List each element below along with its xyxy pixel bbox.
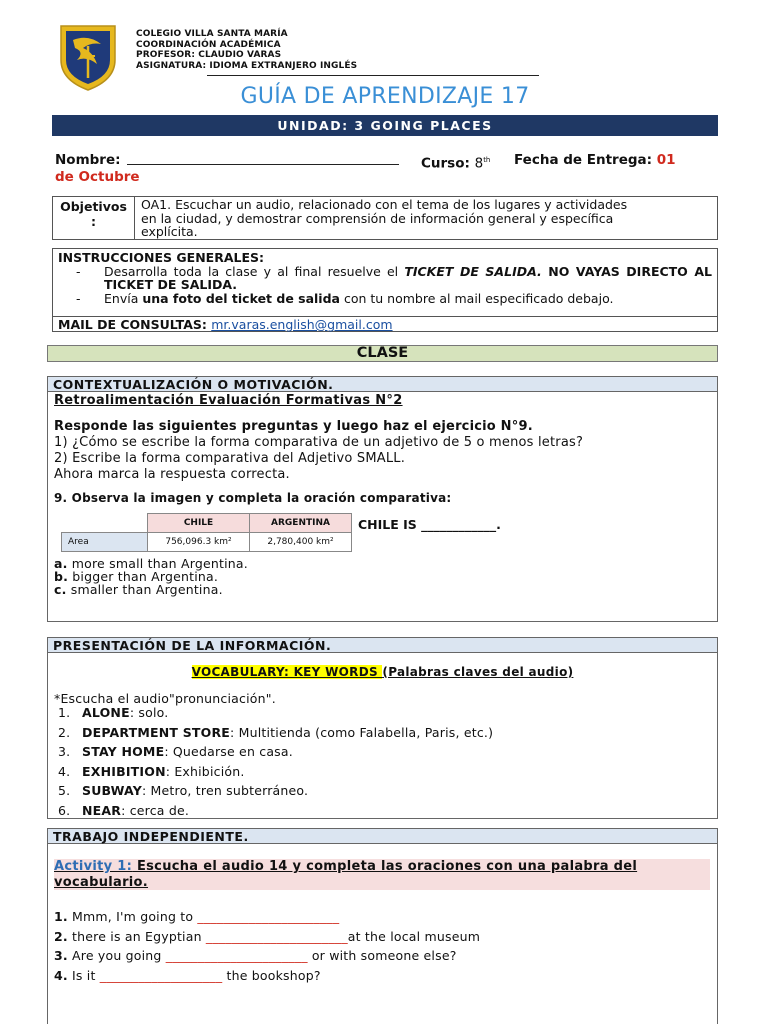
fecha-month: de Octubre — [55, 169, 140, 185]
school-header — [136, 29, 357, 71]
instruccion-2 — [76, 292, 712, 306]
teacher: PROFESOR: CLAUDIO VARAS — [136, 50, 282, 60]
objetivos-label-colon: : — [91, 214, 96, 229]
instruccion-1 — [76, 265, 712, 292]
sentence-blank[interactable]: ______________________ — [165, 948, 308, 963]
item-number: 2. — [58, 724, 71, 740]
contextualizacion-title: CONTEXTUALIZACIÓN O MOTIVACIÓN. — [48, 377, 717, 392]
sentence-2 — [54, 930, 480, 950]
mail-link[interactable]: mr.varas.english@gmail.com — [211, 317, 393, 332]
list-item — [58, 706, 493, 726]
instruccion-2-text: Envía — [104, 290, 143, 306]
sentence-start: there is an Egyptian — [67, 928, 206, 944]
sentence-1 — [54, 910, 480, 930]
chile-is-sentence: CHILE IS ____________. — [358, 517, 501, 532]
option-c-letter: c. — [54, 582, 67, 597]
retro-subtitle: Retroalimentación Evaluación Formativas N°2 — [54, 393, 403, 408]
sentence-blank[interactable]: ______________________ — [197, 909, 340, 924]
table-row-label: Area — [62, 533, 148, 552]
item-word: STAY HOME — [82, 744, 165, 759]
fecha-label: Fecha de Entrega: — [514, 152, 653, 168]
sentence-end: or with someone else? — [307, 948, 457, 963]
objetivos-text — [135, 197, 717, 239]
item-def: : Multitienda (como Falabella, Paris, etc.) — [230, 724, 494, 740]
table-row — [62, 533, 352, 552]
clase-banner: CLASE — [47, 345, 718, 362]
trabajo-section — [47, 828, 718, 1024]
objetivos-line-1: OA1. Escuchar un audio, relacionado con el tema de los lugares y actividades — [141, 197, 628, 212]
option-c[interactable] — [54, 583, 248, 596]
vocabulary-title — [48, 665, 717, 679]
list-item — [58, 726, 493, 746]
school-crest-icon — [57, 22, 119, 92]
page-title: GUÍA DE APRENDIZAJE 17 — [240, 84, 530, 109]
table-corner — [62, 514, 148, 533]
curso-sup: th — [483, 156, 491, 164]
table-header-argentina: ARGENTINA — [250, 514, 352, 533]
option-b-letter: b. — [54, 569, 69, 584]
instruccion-1-text: Desarrolla toda la clase y al final resuelve el — [104, 263, 405, 279]
nombre-field[interactable] — [127, 152, 399, 165]
fecha — [514, 152, 676, 169]
unit-banner: UNIDAD: 3 GOING PLACES — [52, 115, 718, 136]
sentence-end: the bookshop? — [222, 967, 321, 983]
sentence-start: Is it — [67, 967, 100, 983]
curso — [421, 152, 490, 173]
school-name: COLEGIO VILLA SANTA MARÍA — [136, 29, 288, 39]
sentence-end: at the local museum — [347, 928, 481, 944]
instrucciones-list — [76, 265, 712, 306]
coordination: COORDINACIÓN ACADÉMICA — [136, 39, 281, 50]
sentence-blank[interactable]: ______________________ — [205, 928, 348, 944]
mail-label: MAIL DE CONSULTAS: — [58, 317, 207, 332]
mail-row — [53, 316, 717, 332]
item-number: 4. — [58, 763, 71, 779]
sentence-3 — [54, 949, 480, 969]
instrucciones-box — [52, 248, 718, 332]
table-header-row — [62, 514, 352, 533]
curso-value: 8 — [474, 155, 484, 172]
item-def: : Metro, tren subterráneo. — [141, 783, 309, 798]
list-item — [58, 765, 493, 785]
table-cell-chile: 756,096.3 km² — [148, 533, 250, 552]
subject: ASIGNATURA: IDIOMA EXTRANJERO INGLÉS — [136, 60, 358, 71]
item-word: DEPARTMENT STORE — [82, 724, 231, 740]
option-b-text: bigger than Argentina. — [68, 569, 219, 584]
instruccion-1-ticket: TICKET DE SALIDA. — [404, 263, 542, 279]
item-number: 1. — [58, 705, 71, 720]
list-item — [58, 745, 493, 765]
item-word: ALONE — [82, 705, 130, 720]
questions — [54, 419, 583, 483]
instrucciones-title: INSTRUCCIONES GENERALES: — [58, 250, 264, 265]
option-c-text: smaller than Argentina. — [66, 582, 223, 597]
item-number: 6. — [58, 802, 71, 818]
objetivos-line-2: en la ciudad, y demostrar comprensión de información general y específica — [141, 210, 614, 226]
activity-label: Activity 1: — [54, 859, 133, 874]
option-a-letter: a. — [54, 556, 68, 571]
vocabulary-subtitle: (Palabras claves del audio) — [382, 665, 574, 679]
sentence-number: 2. — [54, 928, 68, 944]
presentacion-title: PRESENTACIÓN DE LA INFORMACIÓN. — [48, 638, 717, 653]
instruccion-1-warning: NO VAYAS DIRECTO AL TICKET DE SALIDA. — [104, 263, 712, 292]
sentence-start: Are you going — [67, 948, 166, 963]
question-title: Responde las siguientes preguntas y luego haz el ejercicio N°9. — [54, 419, 533, 434]
activity-sentences — [54, 910, 480, 988]
table-cell-argentina: 2,780,400 km² — [250, 533, 352, 552]
objetivos-label-text: Objetivos — [60, 199, 127, 214]
activity-1-title — [54, 859, 710, 890]
question-3: Ahora marca la respuesta correcta. — [54, 467, 290, 482]
student-info-row — [55, 152, 715, 186]
item-def: : solo. — [129, 705, 169, 720]
curso-label: Curso: — [421, 155, 470, 172]
sentence-number: 4. — [54, 967, 68, 983]
list-item — [58, 804, 493, 824]
item-word: SUBWAY — [82, 783, 142, 798]
sentence-blank[interactable]: ___________________ — [99, 967, 223, 983]
escucha-audio: *Escucha el audio"pronunciación". — [54, 691, 276, 706]
area-table — [61, 513, 352, 552]
activity-text-2: vocabulario. — [54, 874, 149, 890]
contextualizacion-section — [47, 376, 718, 622]
item-word: NEAR — [82, 802, 122, 818]
table-header-chile: CHILE — [148, 514, 250, 533]
sentence-number: 1. — [54, 909, 68, 924]
objetivos-label — [53, 197, 135, 239]
question-2: 2) Escribe la forma comparativa del Adjetivo SMALL. — [54, 451, 406, 466]
activity-text-1: Escucha el audio 14 y completa las oraciones con una palabra del — [132, 859, 638, 874]
item-number: 3. — [58, 744, 71, 759]
fecha-day: 01 — [656, 152, 676, 168]
instruccion-2-bold: una foto del ticket de salida — [142, 290, 340, 306]
nombre-label: Nombre: — [55, 152, 121, 168]
item-def: : cerca de. — [121, 802, 190, 818]
option-a-text: more small than Argentina. — [67, 556, 248, 571]
presentacion-section — [47, 637, 718, 819]
question-1: 1) ¿Cómo se escribe la forma comparativa de un adjetivo de 5 o menos letras? — [54, 435, 584, 450]
header-rule — [207, 75, 539, 76]
trabajo-title: TRABAJO INDEPENDIENTE. — [48, 829, 717, 844]
item-def: : Exhibición. — [165, 763, 245, 779]
item-number: 5. — [58, 783, 71, 798]
list-item — [58, 784, 493, 804]
vocabulary-list — [58, 706, 493, 823]
exercise-9-title: 9. Observa la imagen y completa la oración comparativa: — [54, 491, 452, 505]
vocabulary-highlight: VOCABULARY: KEY WORDS — [191, 665, 383, 679]
instruccion-2-rest: con tu nombre al mail especificado debajo. — [339, 290, 614, 306]
sentence-number: 3. — [54, 948, 68, 963]
sentence-start: Mmm, I'm going to — [67, 909, 198, 924]
objetivos-line-3: explícita. — [141, 224, 198, 239]
objetivos-table — [52, 196, 718, 240]
item-def: : Quedarse en casa. — [164, 744, 293, 759]
answer-options — [54, 557, 248, 596]
item-word: EXHIBITION — [82, 763, 166, 779]
sentence-4 — [54, 969, 480, 989]
